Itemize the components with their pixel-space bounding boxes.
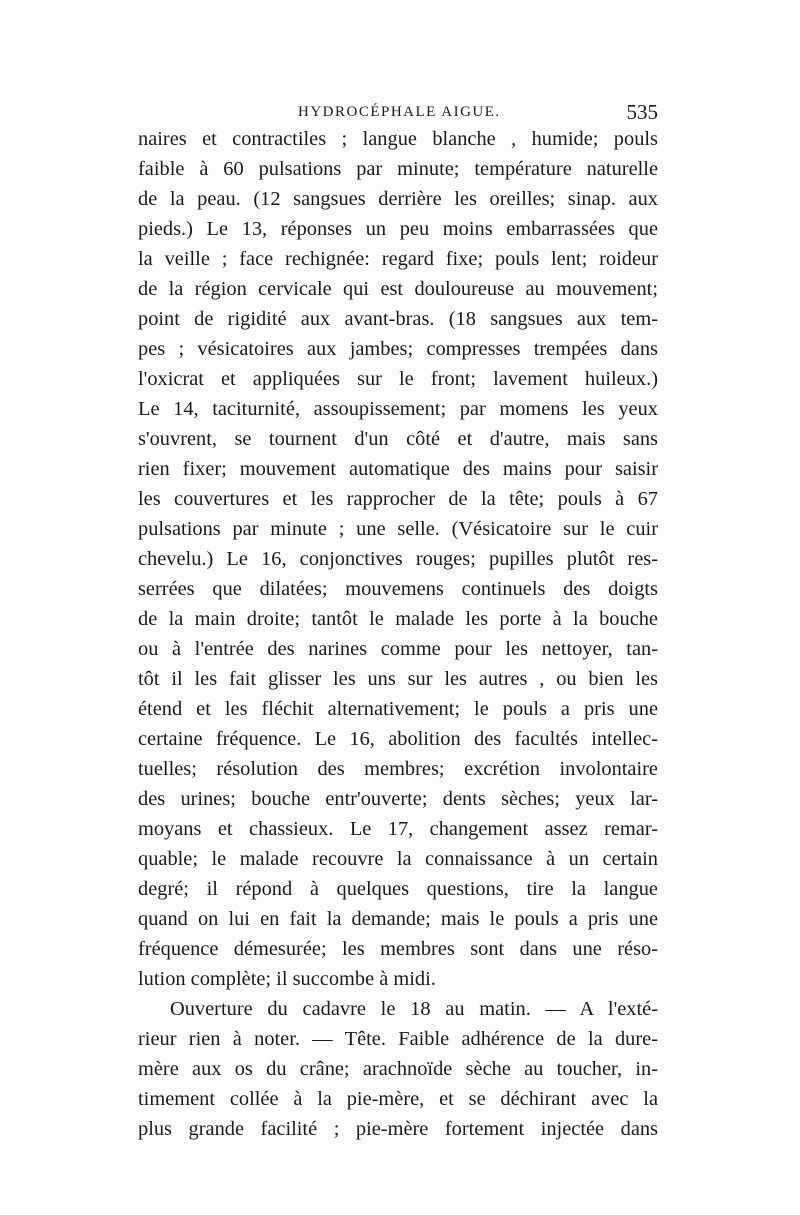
text-line: de la main droite; tantôt le malade les porte à la bouche [138, 608, 658, 630]
text-line: rien fixer; mouvement automatique des mains pour saisir [138, 458, 658, 480]
text-line: de la peau. (12 sangsues derrière les oreilles; sinap. aux [138, 188, 658, 210]
running-title: HYDROCÉPHALE AIGUE. [298, 104, 501, 120]
text-line: mère aux os du crâne; arachnoïde sèche au toucher, in- [138, 1058, 658, 1080]
text-line: serrées que dilatées; mouvemens continuels des doigts [138, 578, 658, 600]
text-line: pes ; vésicatoires aux jambes; compresses trempées dans [138, 338, 658, 360]
text-line: tuelles; résolution des membres; excrétion involontaire [138, 758, 658, 780]
text-line: moyans et chassieux. Le 17, changement assez remar- [138, 818, 658, 840]
page-number: 535 [626, 100, 658, 124]
text-line: rieur rien à noter. — Tête. Faible adhérence de la dure- [138, 1028, 658, 1050]
text-line: degré; il répond à quelques questions, tire la langue [138, 878, 658, 900]
text-line: point de rigidité aux avant-bras. (18 sangsues aux tem- [138, 308, 658, 330]
text-line: des urines; bouche entr'ouverte; dents sèches; yeux lar- [138, 788, 658, 810]
text-line: quable; le malade recouvre la connaissance à un certain [138, 848, 658, 870]
text-line: l'oxicrat et appliquées sur le front; lavement huileux.) [138, 368, 658, 390]
text-line: pieds.) Le 13, réponses un peu moins embarrassées que [138, 218, 658, 240]
text-line: Le 14, taciturnité, assoupissement; par momens les yeux [138, 398, 658, 420]
text-line: fréquence démesurée; les membres sont dans une réso- [138, 938, 658, 960]
text-line: de la région cervicale qui est douloureuse au mouvement; [138, 278, 658, 300]
text-line: tôt il les fait glisser les uns sur les autres , ou bien les [138, 668, 658, 690]
text-line: plus grande facilité ; pie-mère fortement injectée dans [138, 1118, 658, 1140]
text-line: étend et les fléchit alternativement; le pouls a pris une [138, 698, 658, 720]
text-line: Ouverture du cadavre le 18 au matin. — A l'exté- [170, 998, 658, 1020]
text-line: faible à 60 pulsations par minute; température naturelle [138, 158, 658, 180]
text-line: lution complète; il succombe à midi. [138, 968, 436, 990]
text-line: les couvertures et les rapprocher de la tête; pouls à 67 [138, 488, 658, 510]
text-line: s'ouvrent, se tournent d'un côté et d'autre, mais sans [138, 428, 658, 450]
text-line: ou à l'entrée des narines comme pour les nettoyer, tan- [138, 638, 658, 660]
text-line: chevelu.) Le 16, conjonctives rouges; pupilles plutôt res- [138, 548, 658, 570]
text-line: la veille ; face rechignée: regard fixe; pouls lent; roideur [138, 248, 658, 270]
text-line: certaine fréquence. Le 16, abolition des facultés intellec- [138, 728, 658, 750]
text-line: timement collée à la pie-mère, et se déchirant avec la [138, 1088, 658, 1110]
text-line: pulsations par minute ; une selle. (Vésicatoire sur le cuir [138, 518, 658, 540]
body-text [138, 124, 658, 1144]
text-line: naires et contractiles ; langue blanche , humide; pouls [138, 128, 658, 150]
text-line: quand on lui en fait la demande; mais le pouls a pris une [138, 908, 658, 930]
